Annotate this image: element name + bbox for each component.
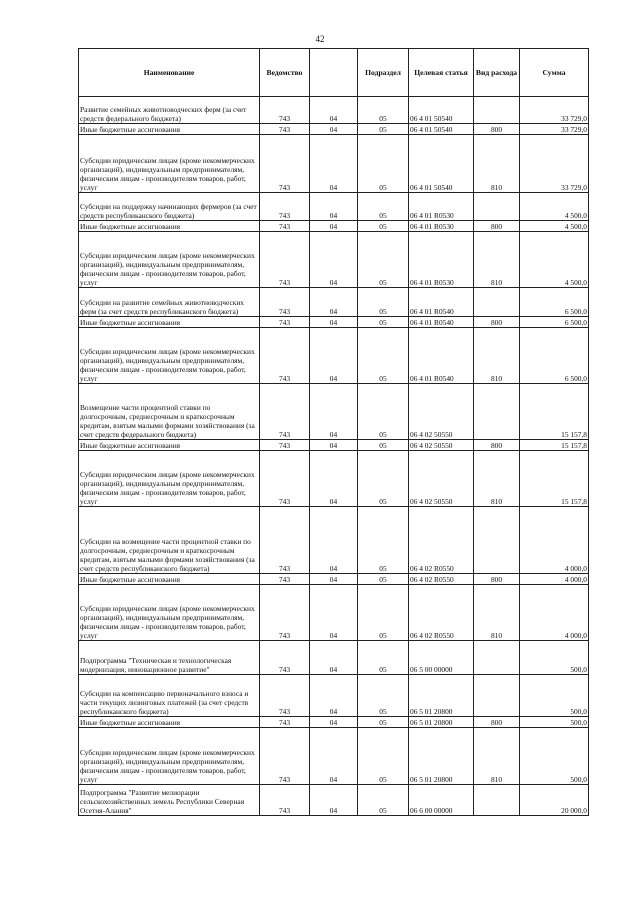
table-row <box>79 328 589 384</box>
cell-target: 06 4 01 50540 <box>409 124 474 135</box>
cell-subsection: 05 <box>358 451 409 507</box>
cell-target: 06 4 01 R0530 <box>409 193 474 221</box>
cell-section: 04 <box>310 675 358 717</box>
cell-target: 06 4 01 R0540 <box>409 328 474 384</box>
cell-target: 06 4 01 R0540 <box>409 288 474 317</box>
cell-name: Субсидии на возмещение части процентной ставки по долгосрочным, среднесрочным и краткосрочным кредитам, взятым малыми формами хозяйствования (за счет средств республиканского бюджета) <box>79 507 260 574</box>
cell-expense-type: 800 <box>474 124 520 135</box>
budget-table <box>78 48 589 816</box>
cell-ministry: 743 <box>260 574 310 585</box>
cell-name: Иные бюджетные ассигнования <box>79 574 260 585</box>
table-row <box>79 317 589 328</box>
cell-ministry: 743 <box>260 785 310 816</box>
cell-name: Субсидии юридическим лицам (кроме некоммерческих организаций), индивидуальным предпринимателям, физическим лицам - производителям товаров, работ, услуг <box>79 728 260 785</box>
cell-expense-type: 810 <box>474 135 520 193</box>
cell-target: 06 4 02 50550 <box>409 451 474 507</box>
cell-target: 06 4 02 50550 <box>409 440 474 451</box>
cell-ministry: 743 <box>260 221 310 232</box>
cell-target: 06 4 01 R0540 <box>409 317 474 328</box>
table-row <box>79 384 589 440</box>
table-body <box>79 97 589 816</box>
cell-section: 04 <box>310 585 358 641</box>
cell-subsection: 05 <box>358 675 409 717</box>
cell-amount: 4 000,0 <box>520 585 589 641</box>
cell-amount: 6 500,0 <box>520 317 589 328</box>
table-row <box>79 135 589 193</box>
cell-name: Иные бюджетные ассигнования <box>79 124 260 135</box>
cell-expense-type: 800 <box>474 574 520 585</box>
cell-amount: 20 000,0 <box>520 785 589 816</box>
cell-name: Субсидии юридическим лицам (кроме некоммерческих организаций), индивидуальным предпринимателям, физическим лицам - производителям товаров, работ, услуг <box>79 328 260 384</box>
cell-target: 06 4 01 R0530 <box>409 232 474 288</box>
cell-amount: 15 157,8 <box>520 451 589 507</box>
table-row <box>79 728 589 785</box>
table-row <box>79 717 589 728</box>
cell-expense-type: 800 <box>474 440 520 451</box>
header-expense-type: Вид расхода <box>474 49 520 97</box>
cell-ministry: 743 <box>260 384 310 440</box>
table-row <box>79 451 589 507</box>
cell-expense-type <box>474 675 520 717</box>
cell-ministry: 743 <box>260 193 310 221</box>
cell-expense-type: 810 <box>474 451 520 507</box>
cell-name: Возмещение части процентной ставки по долгосрочным, среднесрочным и краткосрочным кредитам, взятым малыми формами хозяйствования (за счет средств федерального бюджета) <box>79 384 260 440</box>
cell-expense-type <box>474 288 520 317</box>
header-subsection: Подраздел <box>358 49 409 97</box>
cell-ministry: 743 <box>260 328 310 384</box>
cell-subsection: 05 <box>358 135 409 193</box>
cell-amount: 500,0 <box>520 641 589 675</box>
table-row <box>79 440 589 451</box>
cell-amount: 4 500,0 <box>520 193 589 221</box>
cell-expense-type: 800 <box>474 317 520 328</box>
cell-amount: 33 729,0 <box>520 97 589 124</box>
cell-subsection: 05 <box>358 507 409 574</box>
cell-amount: 15 157,8 <box>520 440 589 451</box>
cell-name: Субсидии юридическим лицам (кроме некоммерческих организаций), индивидуальным предпринимателям, физическим лицам - производителям товаров, работ, услуг <box>79 451 260 507</box>
cell-expense-type: 800 <box>474 717 520 728</box>
cell-section: 04 <box>310 785 358 816</box>
cell-ministry: 743 <box>260 440 310 451</box>
cell-target: 06 4 01 50540 <box>409 97 474 124</box>
table-row <box>79 232 589 288</box>
cell-name: Субсидии юридическим лицам (кроме некоммерческих организаций), индивидуальным предпринимателям, физическим лицам - производителям товаров, работ, услуг <box>79 135 260 193</box>
table-row <box>79 585 589 641</box>
cell-section: 04 <box>310 135 358 193</box>
cell-ministry: 743 <box>260 135 310 193</box>
cell-target: 06 4 02 R0550 <box>409 574 474 585</box>
table-header-row <box>79 49 589 97</box>
table-row <box>79 675 589 717</box>
cell-ministry: 743 <box>260 317 310 328</box>
cell-amount: 4 000,0 <box>520 507 589 574</box>
cell-subsection: 05 <box>358 221 409 232</box>
cell-expense-type: 800 <box>474 221 520 232</box>
header-target: Целевая статья <box>409 49 474 97</box>
cell-ministry: 743 <box>260 585 310 641</box>
cell-name: Подпрограмма "Техническая и технологическая модернизация, инновационное развитие" <box>79 641 260 675</box>
cell-amount: 500,0 <box>520 717 589 728</box>
cell-section: 04 <box>310 193 358 221</box>
cell-expense-type <box>474 641 520 675</box>
cell-amount: 6 500,0 <box>520 288 589 317</box>
cell-expense-type <box>474 193 520 221</box>
cell-name: Иные бюджетные ассигнования <box>79 440 260 451</box>
cell-ministry: 743 <box>260 675 310 717</box>
cell-subsection: 05 <box>358 440 409 451</box>
table-row <box>79 193 589 221</box>
cell-name: Развитие семейных животноводческих ферм (за счет средств федерального бюджета) <box>79 97 260 124</box>
cell-target: 06 5 01 20800 <box>409 728 474 785</box>
cell-target: 06 4 01 50540 <box>409 135 474 193</box>
cell-subsection: 05 <box>358 728 409 785</box>
cell-amount: 33 729,0 <box>520 135 589 193</box>
cell-section: 04 <box>310 317 358 328</box>
table-row <box>79 785 589 816</box>
cell-subsection: 05 <box>358 585 409 641</box>
cell-ministry: 743 <box>260 232 310 288</box>
cell-ministry: 743 <box>260 641 310 675</box>
cell-amount: 33 729,0 <box>520 124 589 135</box>
table-row <box>79 507 589 574</box>
cell-section: 04 <box>310 97 358 124</box>
cell-amount: 15 157,8 <box>520 384 589 440</box>
cell-ministry: 743 <box>260 728 310 785</box>
cell-ministry: 743 <box>260 507 310 574</box>
cell-subsection: 05 <box>358 717 409 728</box>
cell-amount: 4 500,0 <box>520 221 589 232</box>
header-section <box>310 49 358 97</box>
cell-expense-type <box>474 384 520 440</box>
cell-section: 04 <box>310 574 358 585</box>
cell-ministry: 743 <box>260 97 310 124</box>
table-row <box>79 124 589 135</box>
cell-subsection: 05 <box>358 574 409 585</box>
cell-target: 06 5 01 20800 <box>409 675 474 717</box>
cell-section: 04 <box>310 641 358 675</box>
cell-section: 04 <box>310 440 358 451</box>
cell-subsection: 05 <box>358 328 409 384</box>
cell-target: 06 4 02 R0550 <box>409 507 474 574</box>
cell-ministry: 743 <box>260 717 310 728</box>
cell-subsection: 05 <box>358 641 409 675</box>
header-name: Наименование <box>79 49 260 97</box>
header-ministry: Ведомство <box>260 49 310 97</box>
cell-expense-type: 810 <box>474 328 520 384</box>
cell-subsection: 05 <box>358 785 409 816</box>
cell-target: 06 5 01 20800 <box>409 717 474 728</box>
cell-section: 04 <box>310 288 358 317</box>
cell-subsection: 05 <box>358 317 409 328</box>
cell-subsection: 05 <box>358 288 409 317</box>
cell-amount: 4 500,0 <box>520 232 589 288</box>
table-row <box>79 288 589 317</box>
cell-expense-type <box>474 507 520 574</box>
cell-name: Подпрограмма "Развитие мелиорации сельскохозяйственных земель Республики Северная Осетия-Алания" <box>79 785 260 816</box>
cell-name: Иные бюджетные ассигнования <box>79 317 260 328</box>
cell-name: Субсидии на поддержку начинающих фермеров (за счет средств республиканского бюджета) <box>79 193 260 221</box>
cell-target: 06 5 00 00000 <box>409 641 474 675</box>
cell-expense-type: 810 <box>474 232 520 288</box>
cell-section: 04 <box>310 232 358 288</box>
cell-amount: 500,0 <box>520 728 589 785</box>
table-row <box>79 574 589 585</box>
cell-subsection: 05 <box>358 124 409 135</box>
cell-name: Субсидии юридическим лицам (кроме некоммерческих организаций), индивидуальным предпринимателям, физическим лицам - производителям товаров, работ, услуг <box>79 585 260 641</box>
cell-amount: 4 000,0 <box>520 574 589 585</box>
cell-ministry: 743 <box>260 124 310 135</box>
cell-expense-type <box>474 97 520 124</box>
cell-section: 04 <box>310 384 358 440</box>
cell-name: Субсидии на компенсацию первоначального взноса и части текущих лизинговых платежей (за счет средств республиканского бюджета) <box>79 675 260 717</box>
cell-name: Субсидии юридическим лицам (кроме некоммерческих организаций), индивидуальным предпринимателям, физическим лицам - производителям товаров, работ, услуг <box>79 232 260 288</box>
cell-expense-type: 810 <box>474 585 520 641</box>
cell-expense-type: 810 <box>474 728 520 785</box>
cell-name: Субсидии на развитие семейных животноводческих ферм (за счет средств республиканского бюджета) <box>79 288 260 317</box>
cell-section: 04 <box>310 717 358 728</box>
cell-subsection: 05 <box>358 97 409 124</box>
cell-ministry: 743 <box>260 451 310 507</box>
cell-name: Иные бюджетные ассигнования <box>79 221 260 232</box>
cell-subsection: 05 <box>358 193 409 221</box>
cell-subsection: 05 <box>358 384 409 440</box>
cell-section: 04 <box>310 221 358 232</box>
cell-expense-type <box>474 785 520 816</box>
cell-section: 04 <box>310 124 358 135</box>
cell-subsection: 05 <box>358 232 409 288</box>
page-number: 42 <box>315 34 325 44</box>
table-row <box>79 641 589 675</box>
header-amount: Сумма <box>520 49 589 97</box>
cell-target: 06 6 00 00000 <box>409 785 474 816</box>
table-row <box>79 97 589 124</box>
cell-section: 04 <box>310 728 358 785</box>
cell-amount: 6 500,0 <box>520 328 589 384</box>
table-row <box>79 221 589 232</box>
cell-ministry: 743 <box>260 288 310 317</box>
cell-section: 04 <box>310 328 358 384</box>
cell-target: 06 4 01 R0530 <box>409 221 474 232</box>
cell-amount: 500,0 <box>520 675 589 717</box>
cell-section: 04 <box>310 507 358 574</box>
cell-target: 06 4 02 50550 <box>409 384 474 440</box>
cell-target: 06 4 02 R0550 <box>409 585 474 641</box>
cell-name: Иные бюджетные ассигнования <box>79 717 260 728</box>
cell-section: 04 <box>310 451 358 507</box>
